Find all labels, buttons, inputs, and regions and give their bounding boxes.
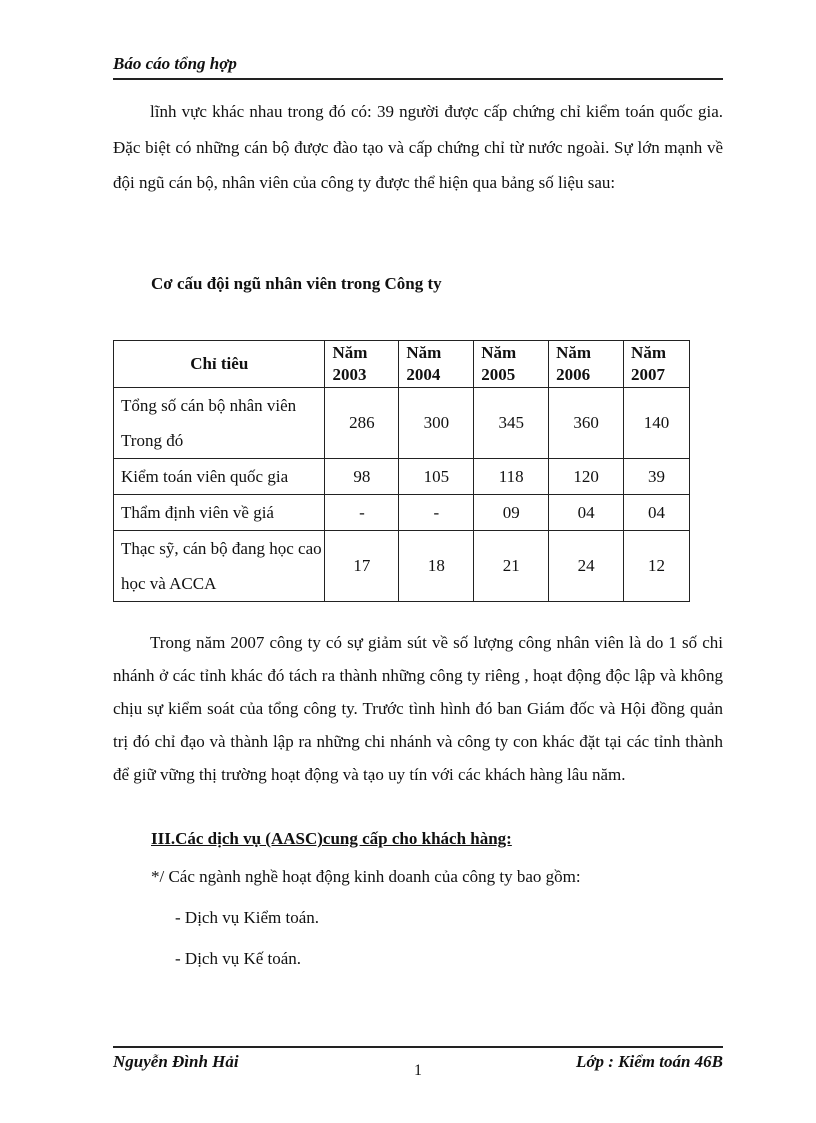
table-cell: 118 — [474, 459, 549, 495]
footer-author: Nguyễn Đình Hải — [113, 1052, 239, 1071]
table-header-cell: Năm 2005 — [474, 341, 549, 388]
table-row-label: Kiểm toán viên quốc gia — [114, 459, 325, 495]
header-title: Báo cáo tổng hợp — [113, 54, 237, 73]
table-cell: - — [325, 495, 399, 531]
section-heading: III.Các dịch vụ (AASC)cung cấp cho khách hàng: — [151, 829, 512, 848]
table-row — [114, 531, 690, 602]
table-cell: 300 — [399, 388, 474, 459]
table-title: Cơ cấu đội ngũ nhân viên trong Công ty — [151, 274, 442, 293]
table-cell: 105 — [399, 459, 474, 495]
table-header-row — [114, 341, 690, 388]
table-cell: 39 — [624, 459, 690, 495]
table-cell: 04 — [624, 495, 690, 531]
table-header-cell: Chỉ tiêu — [114, 341, 325, 388]
table-row — [114, 495, 690, 531]
table-cell: 24 — [549, 531, 624, 602]
table-cell: - — [399, 495, 474, 531]
list-intro: */ Các ngành nghề hoạt động kinh doanh của công ty bao gồm: — [151, 867, 581, 886]
page-number: 1 — [414, 1062, 422, 1079]
body-paragraph: Trong năm 2007 công ty có sự giảm sút về số lượng công nhân viên là do 1 số chi nhánh ở các tỉnh khác đó tách ra thành những công ty riêng , hoạt động độc lập và không chịu sự kiểm soát của tổng công ty. Trước tình hình đó ban Giám đốc và Hội đồng quản trị đó chỉ đạo và thành lập ra những chi nhánh và công ty con khác đặt tại các tỉnh thành để giữ vững thị trường hoạt động và tạo uy tín với các khách hàng lâu năm. — [113, 633, 723, 784]
table-cell: 12 — [624, 531, 690, 602]
footer-class: Lớp : Kiểm toán 46B — [575, 1052, 723, 1071]
table-row-label: Tổng số cán bộ nhân viên Trong đó — [114, 388, 325, 459]
table-row — [114, 459, 690, 495]
table-cell: 140 — [624, 388, 690, 459]
table-header-cell: Năm 2003 — [325, 341, 399, 388]
table-cell: 120 — [549, 459, 624, 495]
table-cell: 21 — [474, 531, 549, 602]
table-cell: 345 — [474, 388, 549, 459]
table-cell: 18 — [399, 531, 474, 602]
table-header-cell: Năm 2007 — [624, 341, 690, 388]
table-header-cell: Năm 2006 — [549, 341, 624, 388]
list-item: - Dịch vụ Kiểm toán. — [175, 908, 319, 927]
table-row-label: Thẩm định viên về giá — [114, 495, 325, 531]
table-cell: 17 — [325, 531, 399, 602]
table-cell: 04 — [549, 495, 624, 531]
table-row-label: Thạc sỹ, cán bộ đang học cao học và ACCA — [114, 531, 325, 602]
table-cell: 286 — [325, 388, 399, 459]
page-header — [113, 52, 723, 80]
list-item: - Dịch vụ Kế toán. — [175, 949, 302, 968]
staff-structure-table — [113, 340, 690, 602]
table-header-cell: Năm 2004 — [399, 341, 474, 388]
intro-paragraph: lĩnh vực khác nhau trong đó có: 39 người được cấp chứng chỉ kiểm toán quốc gia. Đặc biệt có những cán bộ được đào tạo và cấp chứng chỉ từ nước ngoài. Sự lớn mạnh về đội ngũ cán bộ, nhân viên của công ty được thể hiện qua bảng số liệu sau: — [113, 102, 723, 192]
page-footer — [113, 1046, 723, 1079]
table-cell: 98 — [325, 459, 399, 495]
table-cell: 360 — [549, 388, 624, 459]
table-cell: 09 — [474, 495, 549, 531]
table-row — [114, 388, 690, 459]
